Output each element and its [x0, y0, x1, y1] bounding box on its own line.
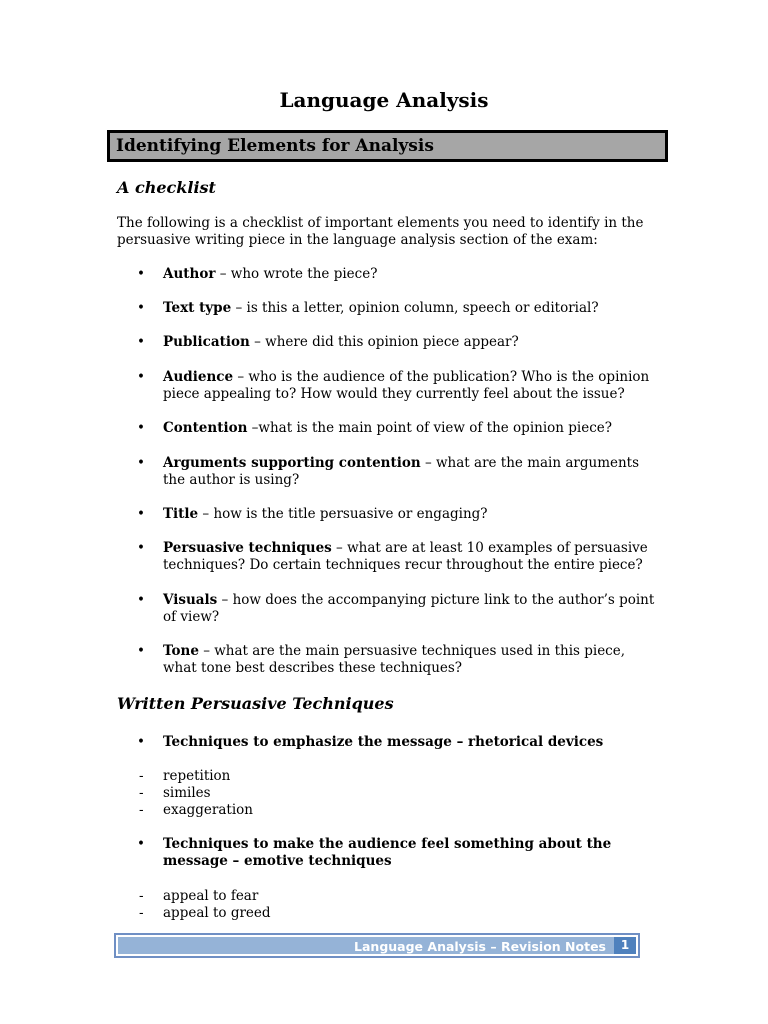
bullet-icon: •	[137, 643, 145, 659]
checklist-desc: – who is the audience of the publication? Who is the opinion piece appealing to? How would they currently feel about the issue?	[163, 369, 650, 402]
page-number: 1	[614, 937, 636, 954]
intro-line-2: persuasive writing piece in the language analysis section of the exam:	[117, 232, 598, 248]
bullet-icon: •	[137, 300, 145, 316]
checklist-term: Persuasive techniques	[163, 540, 332, 556]
bullet-icon: •	[137, 369, 145, 385]
dash-icon: -	[139, 888, 144, 904]
dash-icon: -	[139, 802, 144, 818]
checklist-term: Audience	[163, 369, 234, 385]
bullet-icon: •	[137, 540, 145, 556]
section-heading: Identifying Elements for Analysis	[116, 136, 434, 156]
page-title: Language Analysis	[279, 88, 489, 112]
dash-icon: -	[139, 785, 144, 801]
dash-icon: -	[139, 905, 144, 921]
footer-title: Language Analysis – Revision Notes	[354, 939, 606, 954]
bullet-icon: •	[137, 420, 145, 436]
checklist-term: Publication	[163, 334, 250, 350]
checklist-heading: A checklist	[117, 178, 216, 197]
checklist-desc: – is this a letter, opinion column, speech or editorial?	[231, 300, 599, 316]
checklist-desc: – where did this opinion piece appear?	[249, 334, 519, 350]
checklist-desc: – how does the accompanying picture link to the author’s point of view?	[163, 592, 655, 625]
checklist-desc: –what is the main point of view of the opinion piece?	[247, 420, 612, 436]
list-item-text: similes	[163, 785, 211, 801]
bullet-icon: •	[137, 734, 145, 750]
checklist-term: Tone	[163, 643, 199, 659]
intro-paragraph	[117, 215, 657, 249]
bullet-icon: •	[137, 506, 145, 522]
technique-group-title: Techniques to make the audience feel something about the message – emotive techniques	[163, 836, 612, 869]
checklist-desc: – how is the title persuasive or engaging?	[198, 506, 488, 522]
checklist-desc: – what are the main persuasive techniques used in this piece, what tone best describes these techniques?	[163, 643, 626, 676]
checklist-desc: – what are the main arguments the author is using?	[163, 455, 640, 488]
bullet-icon: •	[137, 266, 145, 282]
list-item-text: appeal to greed	[163, 905, 271, 921]
list-item-text: repetition	[163, 768, 231, 784]
written-techniques-heading: Written Persuasive Techniques	[117, 694, 394, 713]
bullet-icon: •	[137, 592, 145, 608]
footer-bar	[118, 937, 636, 954]
bullet-icon: •	[137, 334, 145, 350]
technique-group-title: Techniques to emphasize the message – rhetorical devices	[163, 734, 604, 750]
checklist-term: Text type	[163, 300, 232, 316]
checklist-term: Author	[163, 266, 216, 282]
list-item-text: exaggeration	[163, 802, 253, 818]
page-footer	[114, 933, 640, 958]
section-heading-box	[107, 130, 668, 162]
list-item-text: appeal to fear	[163, 888, 259, 904]
checklist-term: Visuals	[163, 592, 218, 608]
checklist-term: Title	[163, 506, 199, 522]
checklist-desc: – what are at least 10 examples of persuasive techniques? Do certain techniques recur throughout the entire piece?	[163, 540, 648, 573]
bullet-icon: •	[137, 455, 145, 471]
checklist-desc: – who wrote the piece?	[215, 266, 378, 282]
intro-line-1: The following is a checklist of important elements you need to identify in the	[117, 215, 644, 231]
bullet-icon: •	[137, 836, 145, 852]
checklist-term: Arguments supporting contention	[163, 455, 421, 471]
dash-icon: -	[139, 768, 144, 784]
checklist-term: Contention	[163, 420, 248, 436]
